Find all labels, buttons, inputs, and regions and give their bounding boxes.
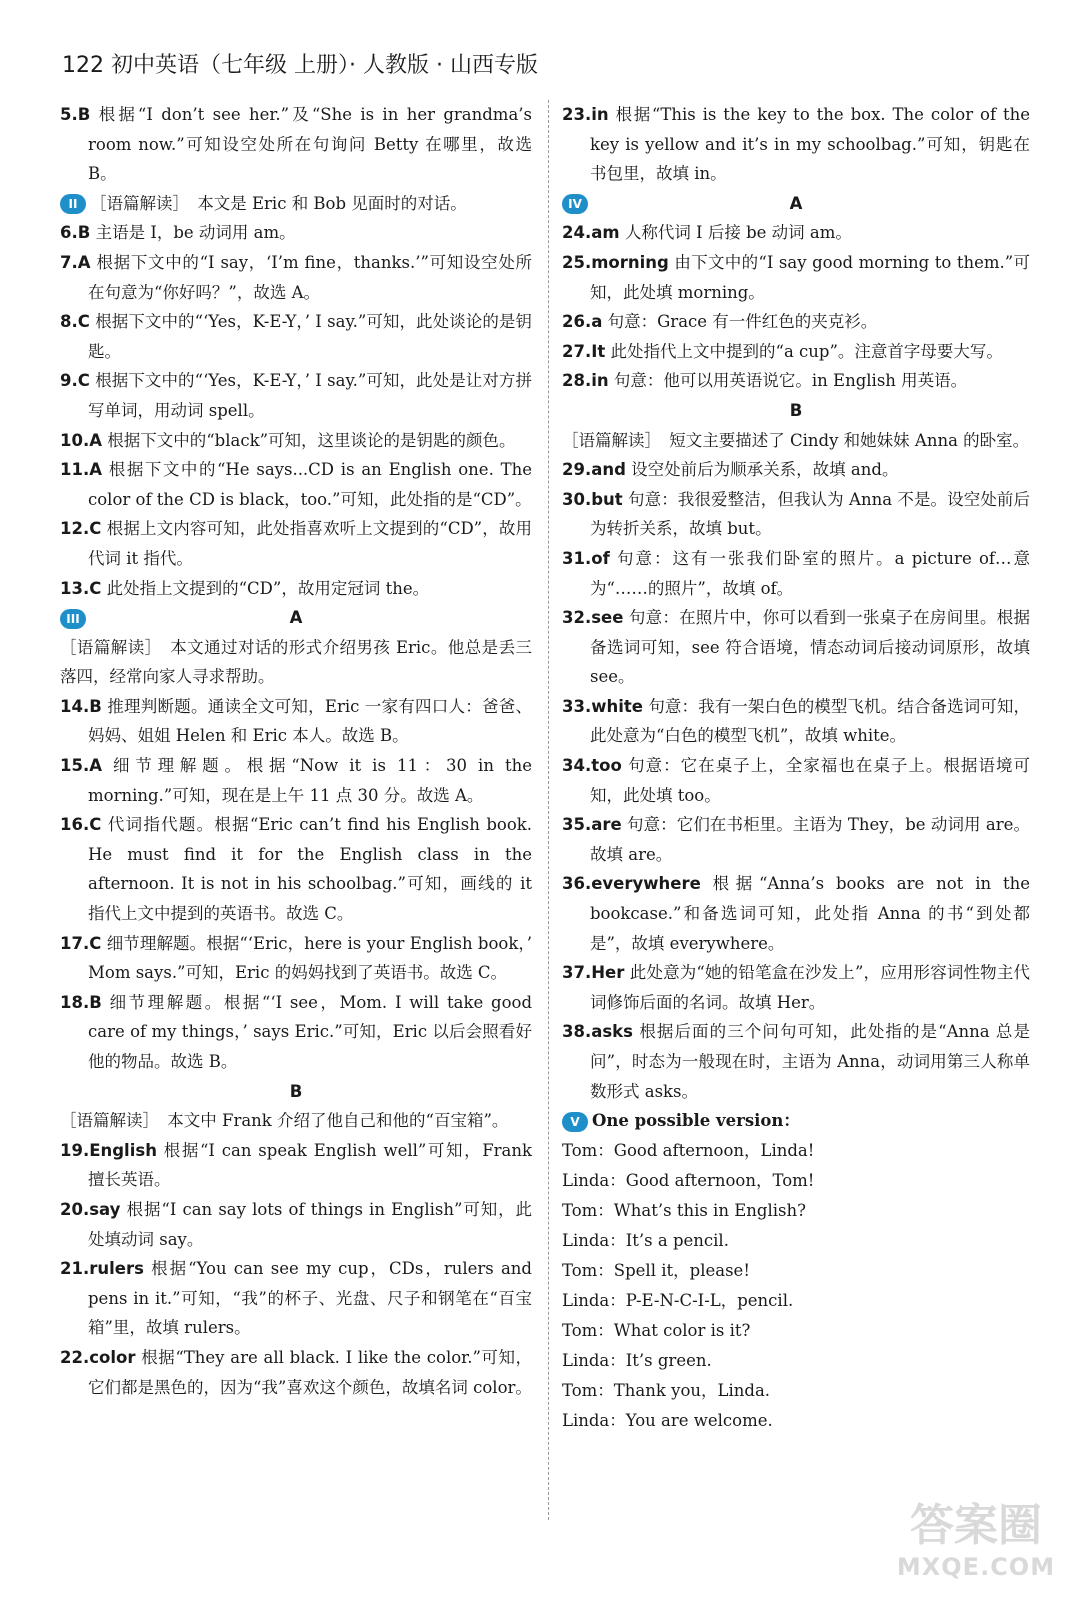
answer-explanation: 根据“I can say lots of things in English”可知，此处填动词 say。	[88, 1199, 533, 1249]
answer-explanation: 根据“I can speak English well”可知，Frank 擅长英语。	[88, 1140, 533, 1190]
answer-explanation: 根据“You can see my cup，CDs，rulers and pens in it.”可知，“我”的杯子、光盘、尺子和钢笔在“百宝箱”里，故填 rulers。	[88, 1259, 532, 1338]
answer-number: 15.A	[60, 756, 102, 776]
answer-item	[562, 810, 1030, 869]
watermark-logo	[881, 1500, 1071, 1588]
answer-number: 19.English	[60, 1140, 157, 1160]
dialog-line: Linda：Good afternoon，Tom!	[562, 1170, 815, 1190]
answer-item	[60, 514, 532, 573]
answer-item	[562, 218, 1030, 248]
answer-explanation: 主语是 I，be 动词用 am。	[95, 223, 296, 243]
answer-explanation: 由下文中的“I say good morning to them.”可知，此处填 morning。	[590, 252, 1030, 302]
answer-explanation: 此处意为“她的铅笔盒在沙发上”，应用形容词性物主代词修饰后面的名词。故填 Her。	[590, 963, 1030, 1012]
answer-item	[60, 1195, 532, 1254]
answer-item	[60, 810, 532, 928]
dialog-line: Tom：Thank you，Linda.	[562, 1380, 771, 1400]
dialog-line: Linda：It’s green.	[562, 1350, 712, 1370]
answer-item	[562, 958, 1030, 1017]
answer-item	[60, 455, 532, 514]
part-label: A	[289, 608, 303, 628]
answer-number: 22.color	[60, 1347, 136, 1367]
answer-item	[562, 307, 1030, 337]
answer-explanation: 句意：Grace 有一件红色的夹克衫。	[607, 312, 878, 332]
answer-explanation: 设空处前后为顺承关系，故填 and。	[631, 460, 899, 480]
answer-item	[562, 100, 1030, 189]
answer-number: 27.It	[562, 341, 606, 361]
answer-item	[60, 307, 532, 366]
answer-item	[60, 366, 532, 425]
part-label: B	[289, 1081, 303, 1101]
answer-number: 14.B	[60, 696, 102, 716]
answer-item	[60, 751, 532, 810]
watermark-url: MXQE.COM	[896, 1553, 1056, 1581]
answer-number: 25.morning	[562, 252, 669, 272]
answer-number: 20.say	[60, 1199, 121, 1219]
section-badge: II	[60, 194, 86, 214]
answer-item	[562, 248, 1030, 307]
answer-number: 21.rulers	[60, 1259, 144, 1279]
answer-number: 6.B	[60, 223, 91, 243]
answer-item	[562, 1017, 1030, 1106]
answer-explanation: 句意：在照片中，你可以看到一张桌子在房间里。根据备选词可知，see 符合语境，情态动词后接动词原形，故填 see。	[590, 608, 1030, 687]
answer-number: 26.a	[562, 312, 603, 332]
answer-number: 16.C	[60, 815, 102, 835]
answer-explanation: 代词指代题。根据“Eric can’t find his English book. He must find it for the English class in the afternoon. It is not in his schoolbag.”可知，画线的 it 指代上文中提到的英语书。故选 C。	[88, 815, 533, 924]
answer-number: 5.B	[60, 105, 91, 124]
answer-number: 8.C	[60, 312, 90, 332]
answer-explanation: 根据下文中的“‘Yes，K-E-Y，’ I say.”可知，此处谈论的是钥匙。	[88, 312, 532, 361]
dialog-line: Tom：Good afternoon，Linda!	[562, 1140, 815, 1160]
answer-number: 10.A	[60, 430, 102, 450]
answer-number: 11.A	[60, 460, 102, 480]
answer-explanation: 句意：这有一张我们卧室的照片。a picture of…意为“……的照片”，故填 of。	[590, 548, 1031, 598]
answer-explanation: 句意：我有一架白色的模型飞机。结合备选词可知，此处意为“白色的模型飞机”，故填 white。	[590, 696, 1031, 746]
answer-number: 23.in	[562, 105, 609, 124]
answer-explanation: 细节理解题。根据“‘I see，Mom. I will take good care of my things，’ says Eric.”可知，Eric 以后会照看好他的物品。故选 B。	[88, 992, 532, 1071]
answer-explanation: 根据“They are all black. I like the color.”可知，它们都是黑色的，因为“我”喜欢这个颜色，故填名词 color。	[88, 1347, 532, 1397]
answer-number: 29.and	[562, 460, 626, 480]
part-label: A	[789, 193, 803, 213]
left-column	[60, 100, 532, 1402]
answer-item	[562, 692, 1030, 751]
answer-item	[60, 100, 532, 189]
answer-item	[562, 485, 1030, 544]
dialog-line: Tom：What color is it?	[562, 1320, 751, 1340]
answer-explanation: 根据上文内容可知，此处指喜欢听上文提到的“CD”，故用代词 it 指代。	[88, 519, 532, 568]
answer-explanation: 根据“Anna’s books are not in the bookcase.”和备选词可知，此处指 Anna 的书“到处都是”，故填 everywhere。	[590, 874, 1030, 953]
answer-item	[562, 751, 1030, 810]
section-text: One possible version：	[592, 1111, 800, 1131]
answer-item	[60, 692, 532, 751]
answer-number: 33.white	[562, 696, 643, 716]
right-column	[562, 100, 1030, 1436]
answer-item	[60, 1136, 532, 1195]
dialog-line: Linda：It’s a pencil.	[562, 1230, 729, 1250]
section-badge: V	[562, 1112, 588, 1132]
dialog-line: Tom：What’s this in English?	[562, 1200, 806, 1220]
answer-explanation: 根据“I don’t see her.”及“She is in her grandma’s room now.”可知设空处所在句询问 Betty 在哪里，故选 B。	[88, 105, 533, 184]
answer-explanation: 此处指代上文中提到的“a cup”。注意首字母要大写。	[610, 341, 1003, 361]
page-header: 122 初中英语（七年级 上册）· 人教版 · 山西专版	[62, 53, 538, 78]
answer-number: 13.C	[60, 578, 102, 598]
answer-number: 18.B	[60, 992, 102, 1012]
answer-item	[60, 426, 532, 456]
answer-number: 24.am	[562, 223, 620, 243]
answer-explanation: 句意：它在桌子上，全家福也在桌子上。根据语境可知，此处填 too。	[590, 756, 1030, 805]
answer-item	[60, 248, 532, 307]
answer-number: 35.are	[562, 815, 622, 835]
answer-item	[60, 1343, 532, 1402]
answer-explanation: 推理判断题。通读全文可知，Eric 一家有四口人：爸爸、妈妈、姐姐 Helen 和 Eric 本人。故选 B。	[88, 696, 532, 746]
answer-number: 17.C	[60, 933, 102, 953]
answer-explanation: 句意：他可以用英语说它。in English 用英语。	[613, 371, 968, 391]
reading-summary: ［语篇解读］ 短文主要描述了 Cindy 和她妹妹 Anna 的卧室。	[562, 430, 1030, 450]
answer-item	[60, 929, 532, 988]
watermark-text: 答案圈	[910, 1500, 1042, 1551]
reading-summary: ［语篇解读］ 本文中 Frank 介绍了他自己和他的“百宝箱”。	[60, 1111, 509, 1131]
answer-item	[562, 603, 1030, 692]
dialog-line: Linda：P-E-N-C-I-L，pencil.	[562, 1290, 794, 1310]
answer-number: 7.A	[60, 252, 91, 272]
answer-number: 34.too	[562, 756, 622, 776]
answer-number: 31.of	[562, 548, 610, 568]
column-divider	[548, 100, 549, 1520]
answer-item	[60, 574, 532, 604]
answer-item	[60, 218, 532, 248]
answer-item	[562, 337, 1030, 367]
section-header	[60, 603, 532, 633]
answer-item	[60, 1254, 532, 1343]
answer-explanation: 句意：它们在书柜里。主语为 They，be 动词用 are。故填 are。	[590, 815, 1030, 864]
reading-summary: ［语篇解读］ 本文通过对话的形式介绍男孩 Eric。他总是丢三落四，经常向家人寻求帮助。	[60, 637, 532, 687]
section-header	[562, 189, 1030, 219]
section-text: ［语篇解读］ 本文是 Eric 和 Bob 见面时的对话。	[90, 193, 467, 213]
section-badge: IV	[562, 194, 588, 214]
answer-number: 28.in	[562, 371, 609, 391]
dialog-line: Tom：Spell it，please!	[562, 1260, 750, 1280]
answer-explanation: 根据后面的三个问句可知，此处指的是“Anna 总是问”，时态为一般现在时，主语为 Anna，动词用第三人称单数形式 asks。	[590, 1022, 1030, 1101]
answer-item	[562, 366, 1030, 396]
answer-item	[60, 988, 532, 1077]
answer-number: 30.but	[562, 489, 623, 509]
answer-number: 32.see	[562, 608, 624, 628]
answer-explanation: 句意：我很爱整洁，但我认为 Anna 不是。设空处前后为转折关系，故填 but。	[590, 489, 1031, 539]
part-label: B	[789, 400, 803, 420]
answer-explanation: 细节理解题。根据“‘Eric，here is your English book，’ Mom says.”可知，Eric 的妈妈找到了英语书。故选 C。	[88, 933, 532, 983]
answer-item	[562, 869, 1030, 958]
answer-number: 38.asks	[562, 1022, 633, 1042]
section-badge: III	[60, 609, 86, 629]
answer-explanation: 根据下文中的“He says...CD is an English one. The color of the CD is black，too.”可知，此处指的是“CD”。	[88, 460, 532, 509]
section-header	[562, 1106, 1030, 1136]
answer-explanation: 根据下文中的“I say，‘I’m fine，thanks.’”可知设空处所在句意为“你好吗？”，故选 A。	[88, 252, 533, 302]
answer-explanation: 此处指上文提到的“CD”，故用定冠词 the。	[106, 578, 430, 598]
answer-number: 36.everywhere	[562, 874, 701, 894]
answer-item	[562, 455, 1030, 485]
answer-explanation: 根据下文中的“black”可知，这里谈论的是钥匙的颜色。	[107, 430, 516, 450]
answer-explanation: 细节理解题。根据“Now it is 11：30 in the morning.”可知，现在是上午 11 点 30 分。故选 A。	[88, 756, 532, 805]
answer-explanation: 根据“This is the key to the box. The color of the key is yellow and it’s in my schoolbag.”可知，钥匙在书包里，故填 in。	[590, 105, 1031, 184]
answer-explanation: 人称代词 I 后接 be 动词 am。	[624, 223, 852, 243]
answer-number: 9.C	[60, 371, 90, 391]
answer-item	[562, 544, 1030, 603]
dialog-line: Linda：You are welcome.	[562, 1410, 773, 1430]
answer-explanation: 根据下文中的“‘Yes，K-E-Y，’ I say.”可知，此处是让对方拼写单词，用动词 spell。	[88, 371, 532, 420]
answer-number: 12.C	[60, 519, 102, 539]
section-header	[60, 189, 532, 219]
answer-number: 37.Her	[562, 963, 625, 983]
